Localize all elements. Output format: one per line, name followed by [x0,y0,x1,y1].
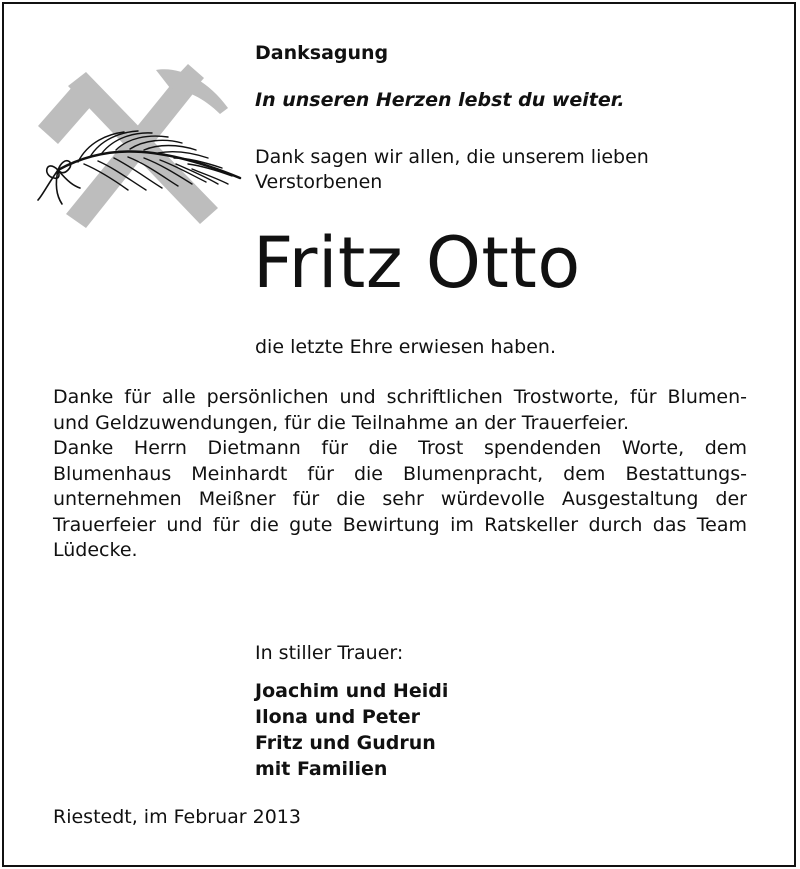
thanks-paragraph: Danke für alle persönlichen und schriftlichen Trostworte, für Blumen- und Geldzuwendungen, für die Teilnahme an der Trauerfeier. [53,386,747,434]
signer: mit Familien [255,758,388,780]
heading: Danksagung [255,42,389,64]
intro-text: Dank sagen wir allen, die unserem lieben Verstorbenen [255,146,649,193]
signer: Joachim und Heidi [255,680,449,702]
deceased-name: Fritz Otto [253,222,581,304]
thanks-paragraph: Danke Herrn Dietmann für die Trost spendenden Worte, dem Blumenhaus Meinhardt für die Blumenpracht, dem Bestattungsunternehmen Meißner für die sehr würdevolle Ausgestaltung der Trauerfeier und für die gute Bewirtung im Ratskeller durch das Team Lüdecke. [53,437,747,561]
motto: In unseren Herzen lebst du weiter. [255,89,625,111]
place-date: Riestedt, im Februar 2013 [53,806,301,828]
mourning-line: In stiller Trauer: [255,642,404,664]
thanks-body [53,385,747,564]
honor-line: die letzte Ehre erwiesen haben. [255,336,557,358]
signer: Ilona und Peter [255,706,421,728]
hammer-and-pick-with-palm-frond-icon [28,58,253,238]
signers-list [255,678,448,782]
signer: Fritz und Gudrun [255,732,436,754]
